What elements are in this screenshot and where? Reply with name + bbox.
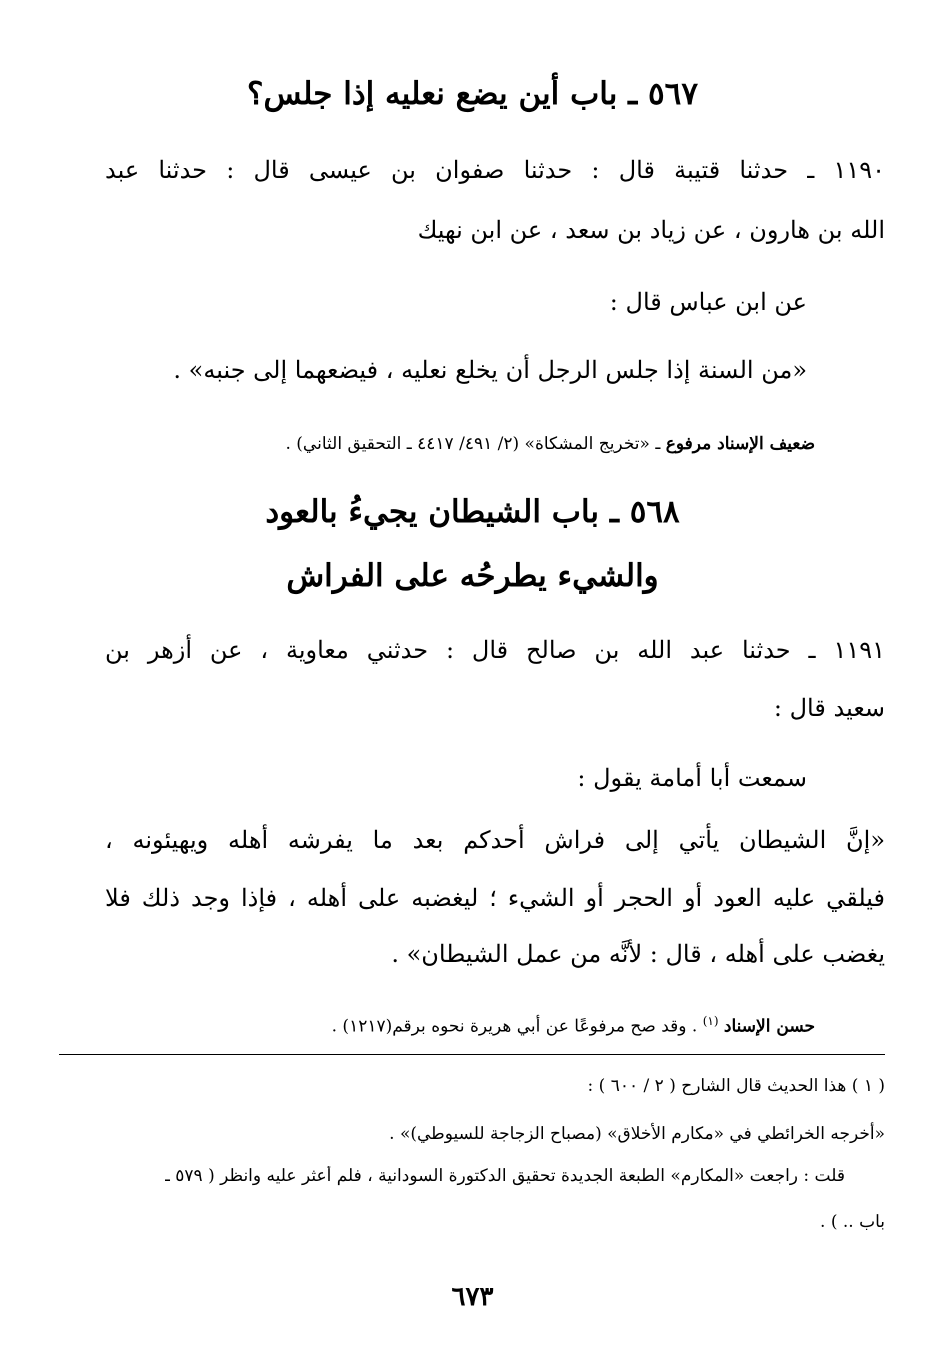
- grade-note: . وقد صح مرفوعًا عن أبي هريرة نحوه برقم(١٢١٧) .: [331, 1016, 698, 1037]
- footnote-marker: (١): [702, 1014, 719, 1028]
- grade-label: ضعيف الإسناد مرفوع: [665, 434, 815, 454]
- hadith-1191-narrator: سمعت أبا أمامة يقول :: [577, 764, 807, 792]
- hadith-1191-text-2: فيلقي عليه العود أو الحجر أو الشيء ؛ ليغضبه على أهله ، فإذا وجد ذلك فلا: [105, 884, 885, 912]
- footnote-line-1: ( ١ ) هذا الحديث قال الشارح ( ٢ / ٦٠٠ ) :: [587, 1076, 885, 1096]
- footnote-divider: [59, 1054, 885, 1055]
- hadith-1191-text-line3: يغضب على أهله ، قال : لأنَّه من عمل الشيطان» .: [391, 940, 885, 968]
- chapter-567-title: ٥٦٧ ـ باب أين يضع نعليه إذا جلس؟: [247, 76, 698, 112]
- footnote-line-4: باب .. ) .: [820, 1212, 885, 1232]
- hadith-1190-narrator: عن ابن عباس قال :: [609, 288, 807, 316]
- grade-label: حسن الإسناد: [723, 1016, 815, 1037]
- hadith-1191-text-1: «إنَّ الشيطان يأتي إلى فراش أحدكم بعد ما يفرشه أهله ويهيئونه ،: [105, 826, 885, 854]
- hadith-1190-text: «من السنة إذا جلس الرجل أن يخلع نعليه ، فيضعهما إلى جنبه» .: [173, 356, 807, 384]
- hadith-1191-text-line1: [105, 826, 885, 854]
- hadith-1191-intro-line2: سعيد قال :: [773, 694, 885, 722]
- hadith-1190-intro-line1: [105, 156, 885, 184]
- page-number: ٦٧٣: [451, 1282, 494, 1312]
- footnote-line-3: قلت : راجعت «المكارم» الطبعة الجديدة تحقيق الدكتورة السودانية ، فلم أعثر عليه وانظر ( ٥٧٩ ـ: [164, 1166, 845, 1186]
- grade-reference: ـ «تخريج المشكاة» (٢/ ٤٩١/ ٤٤١٧ ـ التحقيق الثاني) .: [285, 434, 661, 454]
- footnote-line-2: «أخرجه الخرائطي في «مكارم الأخلاق» (مصباح الزجاجة للسيوطي)» .: [389, 1124, 885, 1144]
- hadith-1190-intro-line2: الله بن هارون ، عن زياد بن سعد ، عن ابن نهيك: [417, 216, 885, 244]
- chapter-568-title-line2: والشيء يطرحُه على الفراش: [286, 558, 659, 594]
- hadith-1191-grade: [332, 1014, 815, 1037]
- hadith-1191-intro-line1: [105, 636, 885, 664]
- hadith-1191-text-line2: [105, 884, 885, 912]
- hadith-1191-intro-text: ١١٩١ ـ حدثنا عبد الله بن صالح قال : حدثني معاوية ، عن أزهر بن: [105, 636, 885, 664]
- hadith-1190-intro-text: ١١٩٠ ـ حدثنا قتيبة قال : حدثنا صفوان بن عيسى قال : حدثنا عبد: [105, 156, 885, 184]
- hadith-1190-grade: [285, 434, 815, 454]
- chapter-568-title-line1: ٥٦٨ ـ باب الشيطان يجيءُ بالعود: [265, 494, 680, 530]
